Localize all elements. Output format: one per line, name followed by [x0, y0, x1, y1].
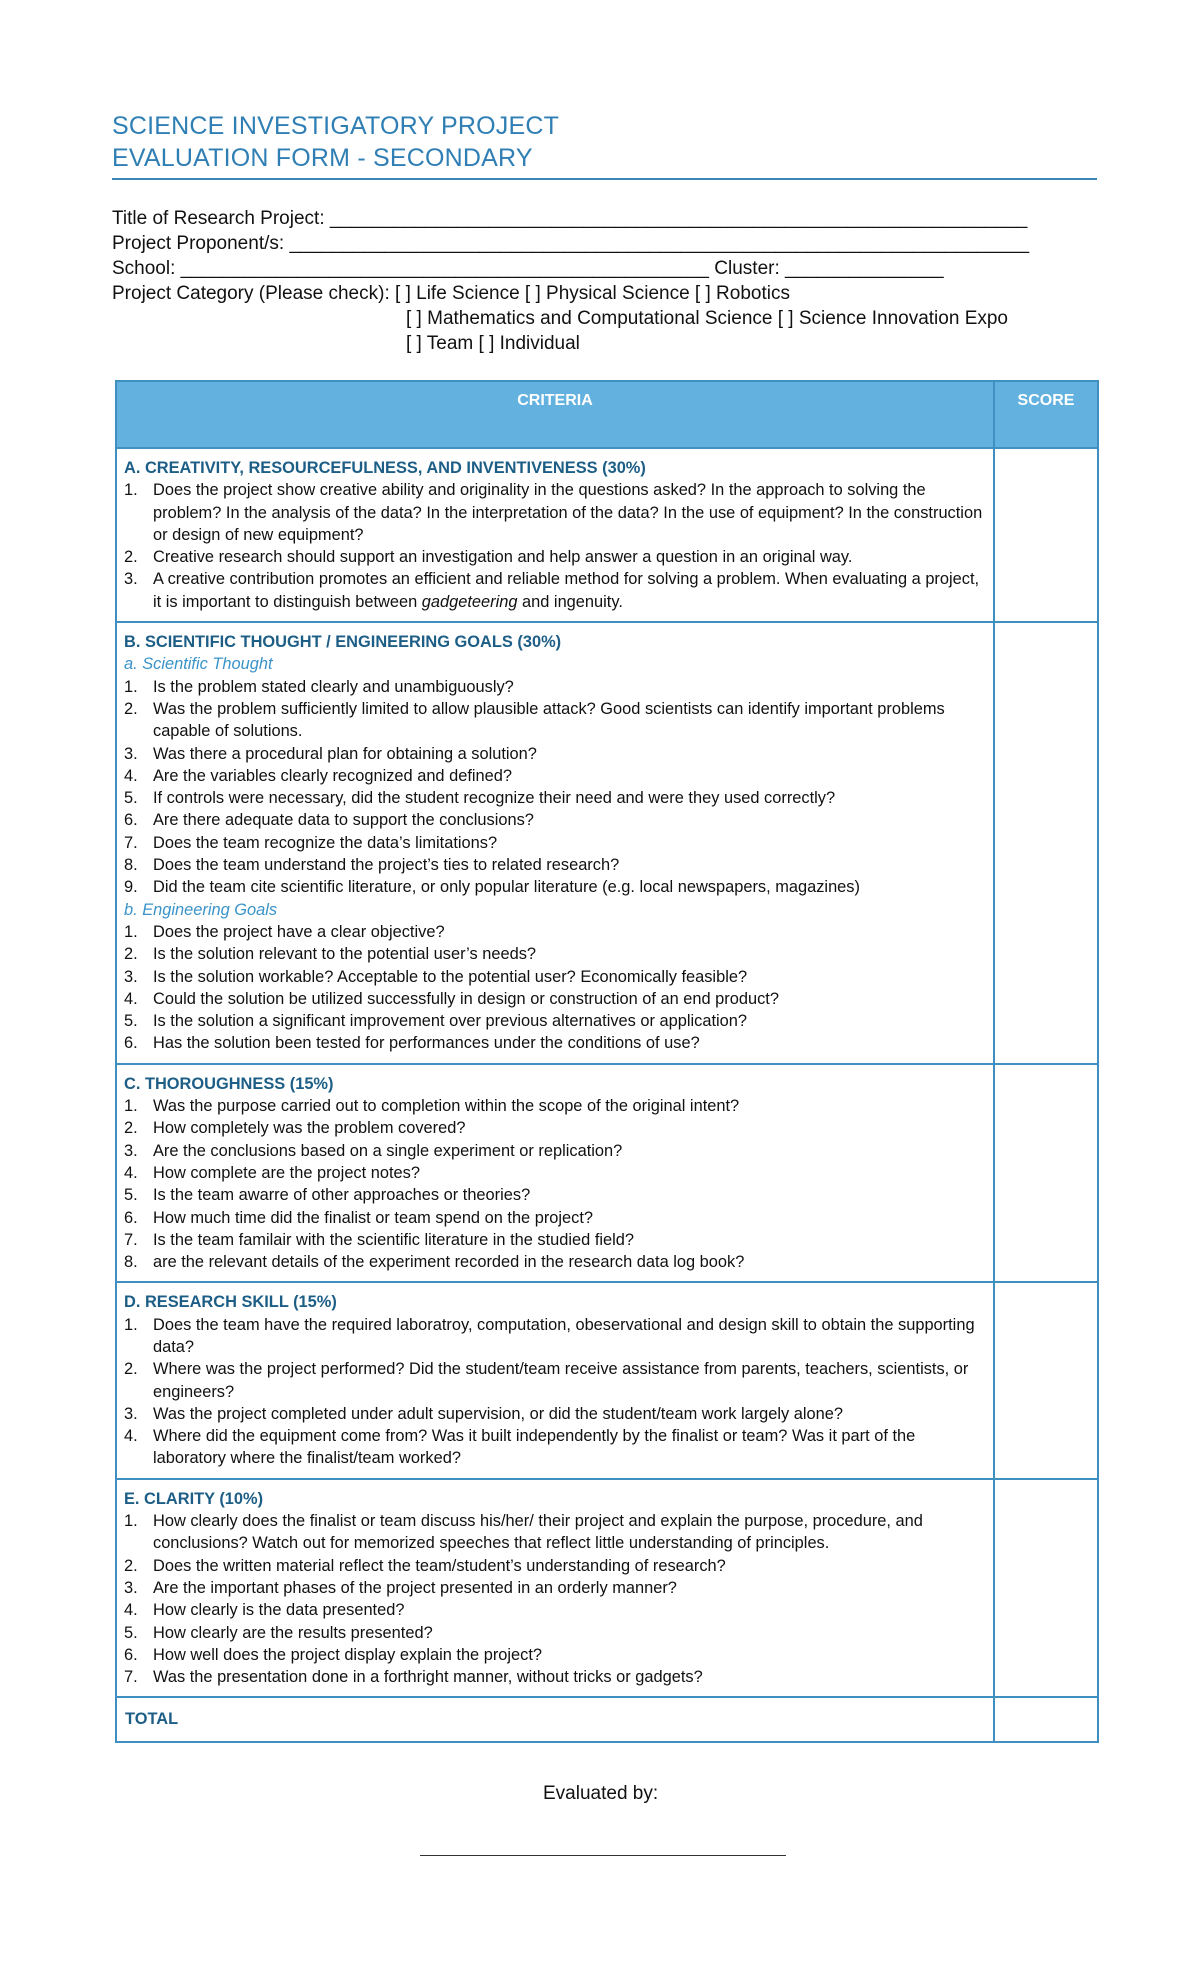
- section-b-title: B. SCIENTIFIC THOUGHT / ENGINEERING GOALS (30%): [124, 633, 562, 652]
- scientific-thought-subtitle: a. Scientific Thought: [124, 655, 273, 674]
- category-label: Project Category (Please check):: [112, 283, 396, 304]
- list-item: 5. Is the solution a significant improvement over previous alternatives or application?: [124, 1012, 748, 1031]
- list-item: 4. Where did the equipment come from? Was it built independently by the finalist or team? Was it part of the laboratory where the finalist/team worked?: [124, 1427, 916, 1468]
- total-label: TOTAL: [125, 1710, 179, 1729]
- section-a-criteria: [116, 448, 994, 622]
- list-item: 4. Are the variables clearly recognized and defined?: [124, 766, 512, 785]
- section-c-criteria: [116, 1064, 994, 1283]
- title-field[interactable]: [112, 206, 1112, 231]
- list-item: 4. Could the solution be utilized successfully in design or construction of an end product?: [124, 989, 779, 1008]
- section-b-row: [116, 622, 1098, 1064]
- section-e-title: E. CLARITY (10%): [124, 1489, 264, 1508]
- score-header: SCORE: [994, 381, 1098, 448]
- school-cluster-row: [112, 256, 1112, 281]
- total-label-cell: [116, 1697, 994, 1741]
- list-item: 2. How completely was the problem covered?: [124, 1119, 466, 1138]
- list-item: 8. are the relevant details of the experiment recorded in the research data log book?: [124, 1253, 745, 1272]
- section-c-score-cell[interactable]: [994, 1064, 1098, 1283]
- category-options-3[interactable]: [ ] Team [ ] Individual: [406, 333, 580, 354]
- list-item: 6. How well does the project display explain the project?: [124, 1645, 543, 1664]
- list-item: 5. How clearly are the results presented?: [124, 1623, 433, 1642]
- section-d-score-cell[interactable]: [994, 1282, 1098, 1478]
- list-item: 7. Does the team recognize the data’s limitations?: [124, 833, 498, 852]
- list-item: 3. Was the project completed under adult supervision, or did the student/team work largely alone?: [124, 1404, 843, 1423]
- section-c-row: [116, 1064, 1098, 1283]
- list-item: 8. Does the team understand the project’s ties to related research?: [124, 856, 620, 875]
- list-item: 6. Are there adequate data to support the conclusions?: [124, 811, 534, 830]
- proponent-label: Project Proponent/s:: [112, 233, 290, 254]
- section-a-row: [116, 448, 1098, 622]
- list-item: 7. Was the presentation done in a forthright manner, without tricks or gadgets?: [124, 1668, 703, 1687]
- list-item: 1. Is the problem stated clearly and unambiguously?: [124, 677, 514, 696]
- list-item: 1. Does the team have the required laboratroy, computation, obeservational and design skill to obtain the supporting data?: [124, 1315, 975, 1356]
- cluster-blank[interactable]: _______________: [785, 258, 944, 279]
- category-options-1[interactable]: [ ] Life Science [ ] Physical Science [ ] Robotics: [395, 283, 790, 304]
- list-item: 6. How much time did the finalist or team spend on the project?: [124, 1208, 594, 1227]
- list-item: 7. Is the team familair with the scientific literature in the studied field?: [124, 1230, 635, 1249]
- evaluation-table: [115, 380, 1099, 1743]
- section-d-list: [124, 1314, 985, 1470]
- list-item: 9. Did the team cite scientific literature, or only popular literature (e.g. local newspapers, magazines): [124, 878, 860, 897]
- proponent-blank: ______________________________________________________________________: [289, 233, 1030, 254]
- list-item: 3. Was there a procedural plan for obtaining a solution?: [124, 744, 537, 763]
- project-info: [112, 206, 1112, 356]
- section-a-title: A. CREATIVITY, RESOURCEFULNESS, AND INVENTIVENESS (30%): [124, 459, 646, 477]
- total-row: [116, 1697, 1098, 1741]
- section-b-list-b: [124, 921, 985, 1055]
- title-label: Title of Research Project:: [112, 208, 330, 229]
- list-item: 1. Does the project have a clear objective?: [124, 922, 445, 941]
- criteria-header: CRITERIA: [116, 381, 994, 448]
- section-b-criteria: [116, 622, 994, 1064]
- section-d-title: D. RESEARCH SKILL (15%): [124, 1293, 337, 1312]
- engineering-goals-subtitle: b. Engineering Goals: [124, 900, 278, 919]
- section-b-score-cell[interactable]: [994, 622, 1098, 1064]
- table-header-row: [116, 381, 1098, 448]
- title-line-1: SCIENCE INVESTIGATORY PROJECT: [112, 112, 560, 140]
- list-item: 1. How clearly does the finalist or team discuss his/her/ their project and explain the purpose, procedure, and conclusions? Watch out for memorized speeches that reflect little understanding of principles.: [124, 1512, 923, 1553]
- list-item: 6. Has the solution been tested for performances under the conditions of use?: [124, 1034, 700, 1053]
- proponent-field[interactable]: [112, 231, 1112, 256]
- section-e-row: [116, 1479, 1098, 1698]
- section-d-row: [116, 1282, 1098, 1478]
- list-item: 4. How clearly is the data presented?: [124, 1601, 405, 1620]
- section-d-criteria: [116, 1282, 994, 1478]
- list-item: 5. Is the team awarre of other approaches or theories?: [124, 1186, 531, 1205]
- title-blank: __________________________________________________________________: [329, 208, 1028, 229]
- school-blank[interactable]: __________________________________________________: [180, 258, 710, 279]
- list-item: 2. Does the written material reflect the team/student’s understanding of research?: [124, 1556, 726, 1575]
- signature-line[interactable]: [420, 1855, 786, 1856]
- section-c-title: C. THOROUGHNESS (15%): [124, 1074, 334, 1093]
- section-e-criteria: [116, 1479, 994, 1698]
- school-label: School:: [112, 258, 181, 279]
- category-options-2[interactable]: [ ] Mathematics and Computational Science [ ] Science Innovation Expo: [406, 308, 1008, 329]
- list-item: 3. Is the solution workable? Acceptable to the potential user? Economically feasible?: [124, 967, 748, 986]
- category-row: [112, 281, 1112, 306]
- section-b-list-a: [124, 676, 985, 899]
- section-a-score-cell[interactable]: [994, 448, 1098, 622]
- total-score-cell[interactable]: [994, 1697, 1098, 1741]
- list-item: 4. How complete are the project notes?: [124, 1163, 420, 1182]
- list-item: 5. If controls were necessary, did the student recognize their need and were they used correctly?: [124, 789, 836, 808]
- section-e-score-cell[interactable]: [994, 1479, 1098, 1698]
- list-item: 2. Was the problem sufficiently limited to allow plausible attack? Good scientists can identify important problems capable of solutions.: [124, 699, 945, 741]
- form-title: [112, 110, 1097, 180]
- list-item: 3. A creative contribution promotes an efficient and reliable method for solving a problem. When evaluating a project, it is important to distinguish between gadgeteering and ingenuity.: [124, 570, 980, 611]
- section-a-list: [124, 479, 985, 613]
- evaluated-by-label: Evaluated by:: [543, 1783, 659, 1804]
- list-item: 1. Was the purpose carried out to completion within the scope of the original intent?: [124, 1097, 740, 1116]
- section-c-list: [124, 1095, 985, 1273]
- cluster-label: Cluster:: [709, 258, 786, 279]
- list-item: 2. Is the solution relevant to the potential user’s needs?: [124, 945, 537, 964]
- list-item: 3. Are the important phases of the project presented in an orderly manner?: [124, 1578, 677, 1597]
- section-e-list: [124, 1510, 985, 1688]
- list-item: 3. Are the conclusions based on a single experiment or replication?: [124, 1141, 623, 1160]
- list-item: 2. Where was the project performed? Did the student/team receive assistance from parents, teachers, scientists, or engineers?: [124, 1360, 969, 1401]
- title-line-2: EVALUATION FORM - SECONDARY: [112, 144, 533, 172]
- list-item: 1. Does the project show creative ability and originality in the questions asked? In the approach to solving the problem? In the analysis of the data? In the interpretation of the data? In the use of equipment? In the construction or design of new equipment?: [124, 481, 983, 544]
- list-item: 2. Creative research should support an investigation and help answer a question in an original way.: [124, 548, 853, 567]
